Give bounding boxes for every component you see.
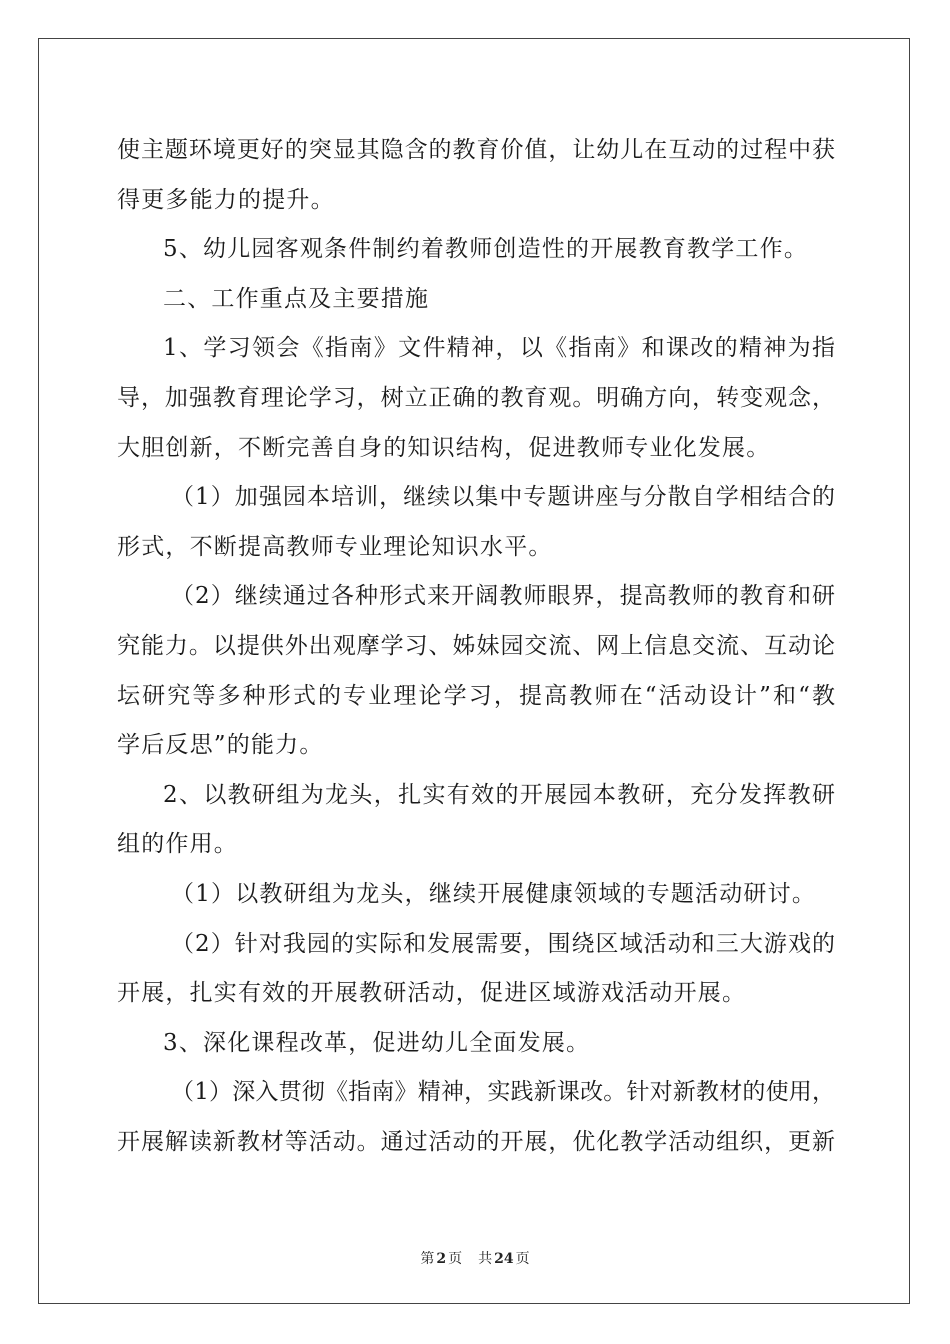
text-line: （2）针对我园的实际和发展需要，围绕区域活动和三大游戏的 (171, 930, 835, 957)
text-line: 使主题环境更好的突显其隐含的教育价值，让幼儿在互动的过程中获 (117, 137, 835, 163)
total-prefix: 共 (478, 1251, 493, 1267)
current-page-number: 2 (436, 1251, 447, 1267)
text-line: （1）以教研组为龙头，继续开展健康领域的专题活动研讨。 (171, 880, 817, 907)
text-line: 学后反思”的能力。 (117, 732, 324, 759)
text-line: 1、学习领会《指南》文件精神，以《指南》和课改的精神为指 (163, 335, 835, 362)
page-footer (0, 1248, 950, 1268)
text-line: 导，加强教育理论学习，树立正确的教育观。明确方向，转变观念， (117, 384, 835, 411)
text-line: 坛研究等多种形式的专业理论学习，提高教师在“活动设计”和“教 (117, 682, 835, 709)
text-line: 得更多能力的提升。 (117, 186, 335, 213)
text-line: 开展，扎实有效的开展教研活动，促进区域游戏活动开展。 (117, 980, 747, 1007)
document-body (117, 126, 835, 1167)
section-heading: 二、工作重点及主要措施 (163, 285, 430, 312)
text-line: 大胆创新，不断完善自身的知识结构，促进教师专业化发展。 (117, 434, 771, 461)
text-line: 3、深化课程改革，促进幼儿全面发展。 (163, 1029, 591, 1056)
text-line: 5、幼儿园客观条件制约着教师创造性的开展教育教学工作。 (163, 236, 809, 263)
text-line: 究能力。以提供外出观摩学习、姊妹园交流、网上信息交流、互动论 (117, 632, 835, 659)
text-line: （1）深入贯彻《指南》精神，实践新课改。针对新教材的使用， (171, 1079, 835, 1106)
text-line: 组的作用。 (117, 831, 238, 858)
page-unit: 页 (448, 1251, 463, 1267)
page-prefix: 第 (420, 1251, 435, 1267)
total-unit: 页 (515, 1251, 530, 1267)
total-page-number: 24 (494, 1251, 514, 1267)
text-line: 形式，不断提高教师专业理论知识水平。 (117, 533, 553, 560)
text-line: 开展解读新教材等活动。通过活动的开展，优化教学活动组织，更新 (117, 1128, 835, 1155)
text-line: 2、以教研组为龙头，扎实有效的开展园本教研，充分发挥教研 (163, 781, 835, 808)
text-line: （2）继续通过各种形式来开阔教师眼界，提高教师的教育和研 (171, 583, 835, 610)
text-line: （1）加强园本培训，继续以集中专题讲座与分散自学相结合的 (171, 484, 835, 511)
